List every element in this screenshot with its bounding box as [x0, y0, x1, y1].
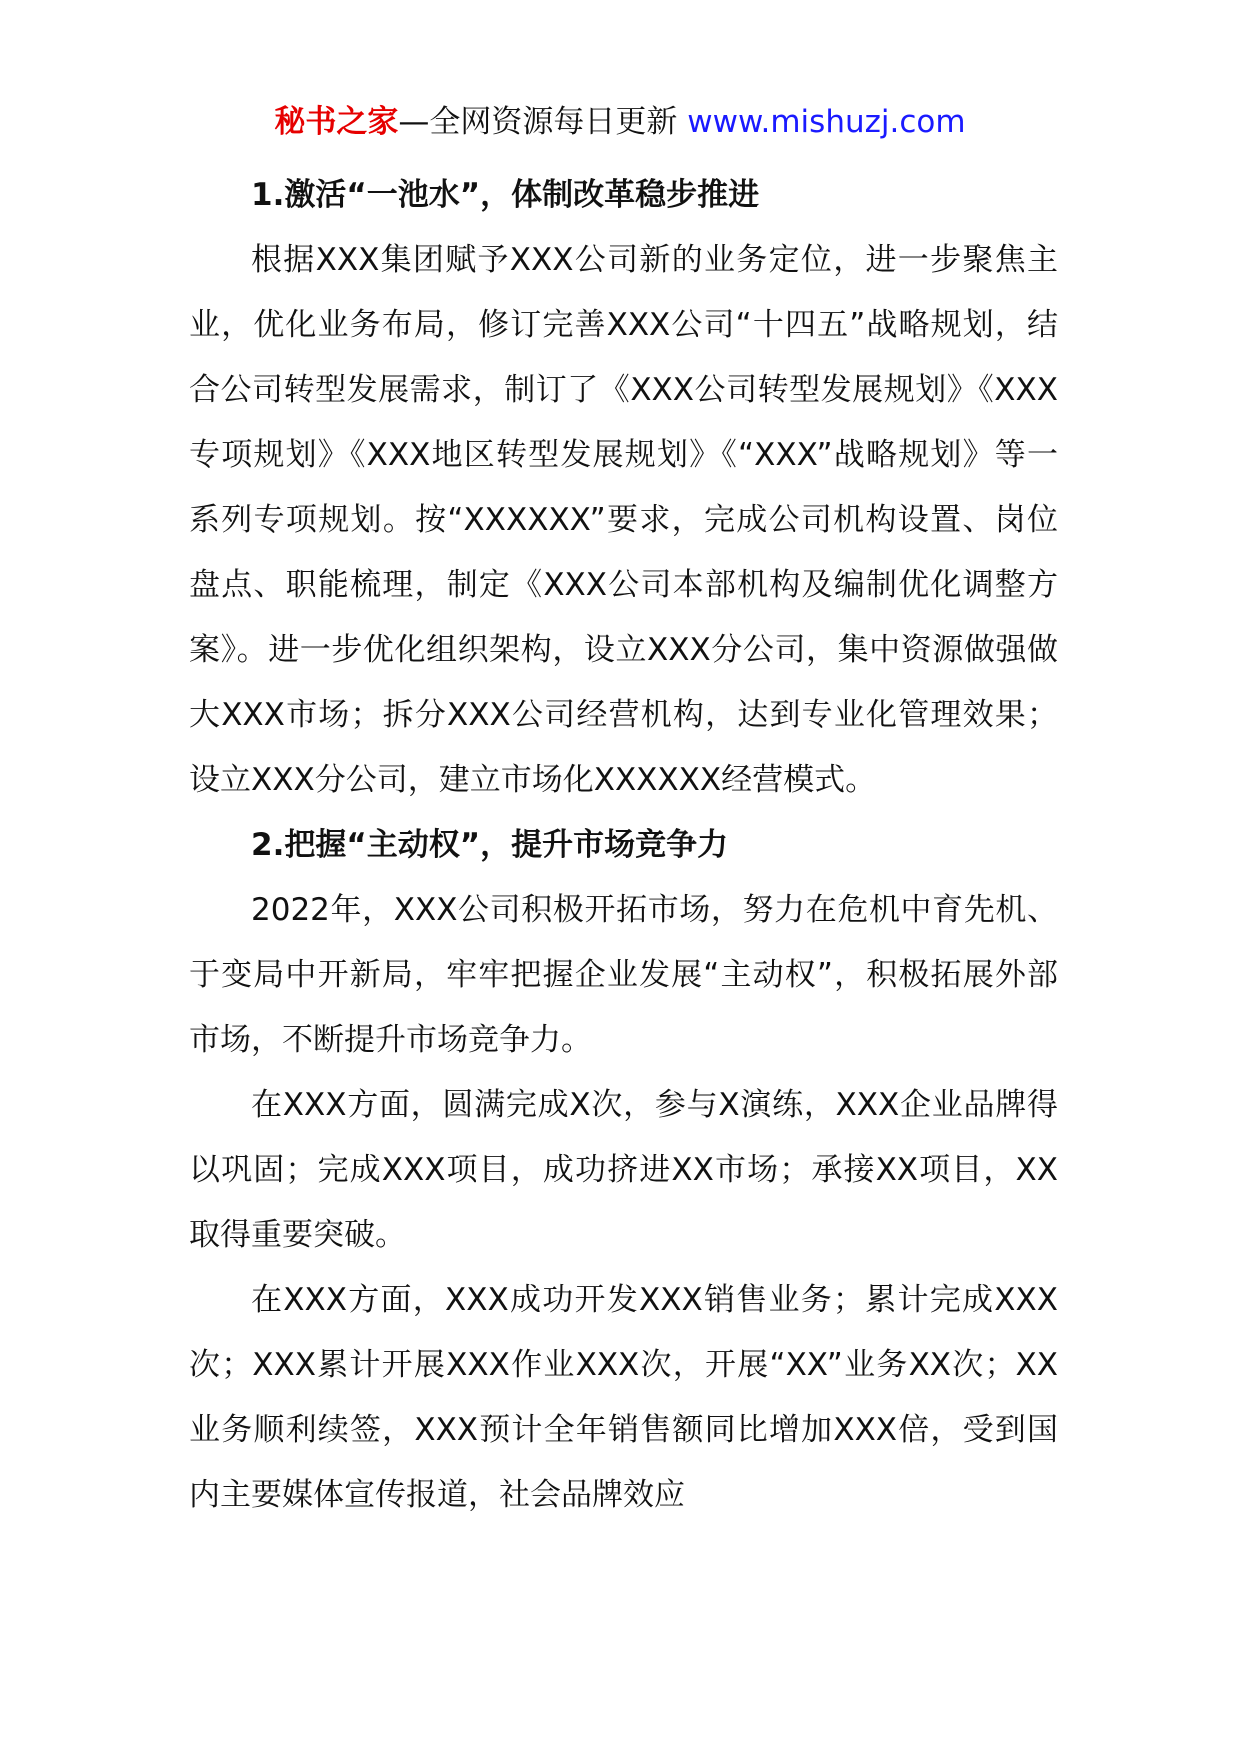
- section-2-paragraph-1: 2022年，XXX公司积极开拓市场，努力在危机中育先机、于变局中开新局，牢牢把握企业发展“主动权”，积极拓展外部市场，不断提升市场竞争力。: [189, 892, 1058, 1058]
- header-slogan: —全网资源每日更新: [398, 104, 678, 140]
- section-2-paragraph-3: 在XXX方面，XXX成功开发XXX销售业务；累计完成XXX次；XXX累计开展XXX作业XXX次，开展“XX”业务XX次；XX业务顺利续签，XXX预计全年销售额同比增加XXX倍，受到国内主要媒体宣传报道，社会品牌效应: [189, 1282, 1058, 1513]
- page-header: [0, 98, 1240, 146]
- header-url-link[interactable]: www.mishuzj.com: [687, 104, 966, 140]
- header-brand: 秘书之家: [274, 104, 399, 140]
- section-2-heading: 2.把握“主动权”，提升市场竞争力: [251, 827, 729, 863]
- section-1-heading: 1.激活“一池水”，体制改革稳步推进: [251, 177, 760, 213]
- document-body: [189, 163, 1058, 1528]
- section-1-paragraph-1: 根据XXX集团赋予XXX公司新的业务定位，进一步聚焦主业，优化业务布局，修订完善XXX公司“十四五”战略规划，结合公司转型发展需求，制订了《XXX公司转型发展规划》《XXX专项规划》《XXX地区转型发展规划》《“XXX”战略规划》等一系列专项规划。按“XXXXXX”要求，完成公司机构设置、岗位盘点、职能梳理，制定《XXX公司本部机构及编制优化调整方案》。进一步优化组织架构，设立XXX分公司，集中资源做强做大XXX市场；拆分XXX公司经营机构，达到专业化管理效果；设立XXX分公司，建立市场化XXXXXX经营模式。: [189, 242, 1058, 798]
- section-2-paragraph-2: 在XXX方面，圆满完成X次，参与X演练，XXX企业品牌得以巩固；完成XXX项目，成功挤进XX市场；承接XX项目，XX取得重要突破。: [189, 1087, 1058, 1253]
